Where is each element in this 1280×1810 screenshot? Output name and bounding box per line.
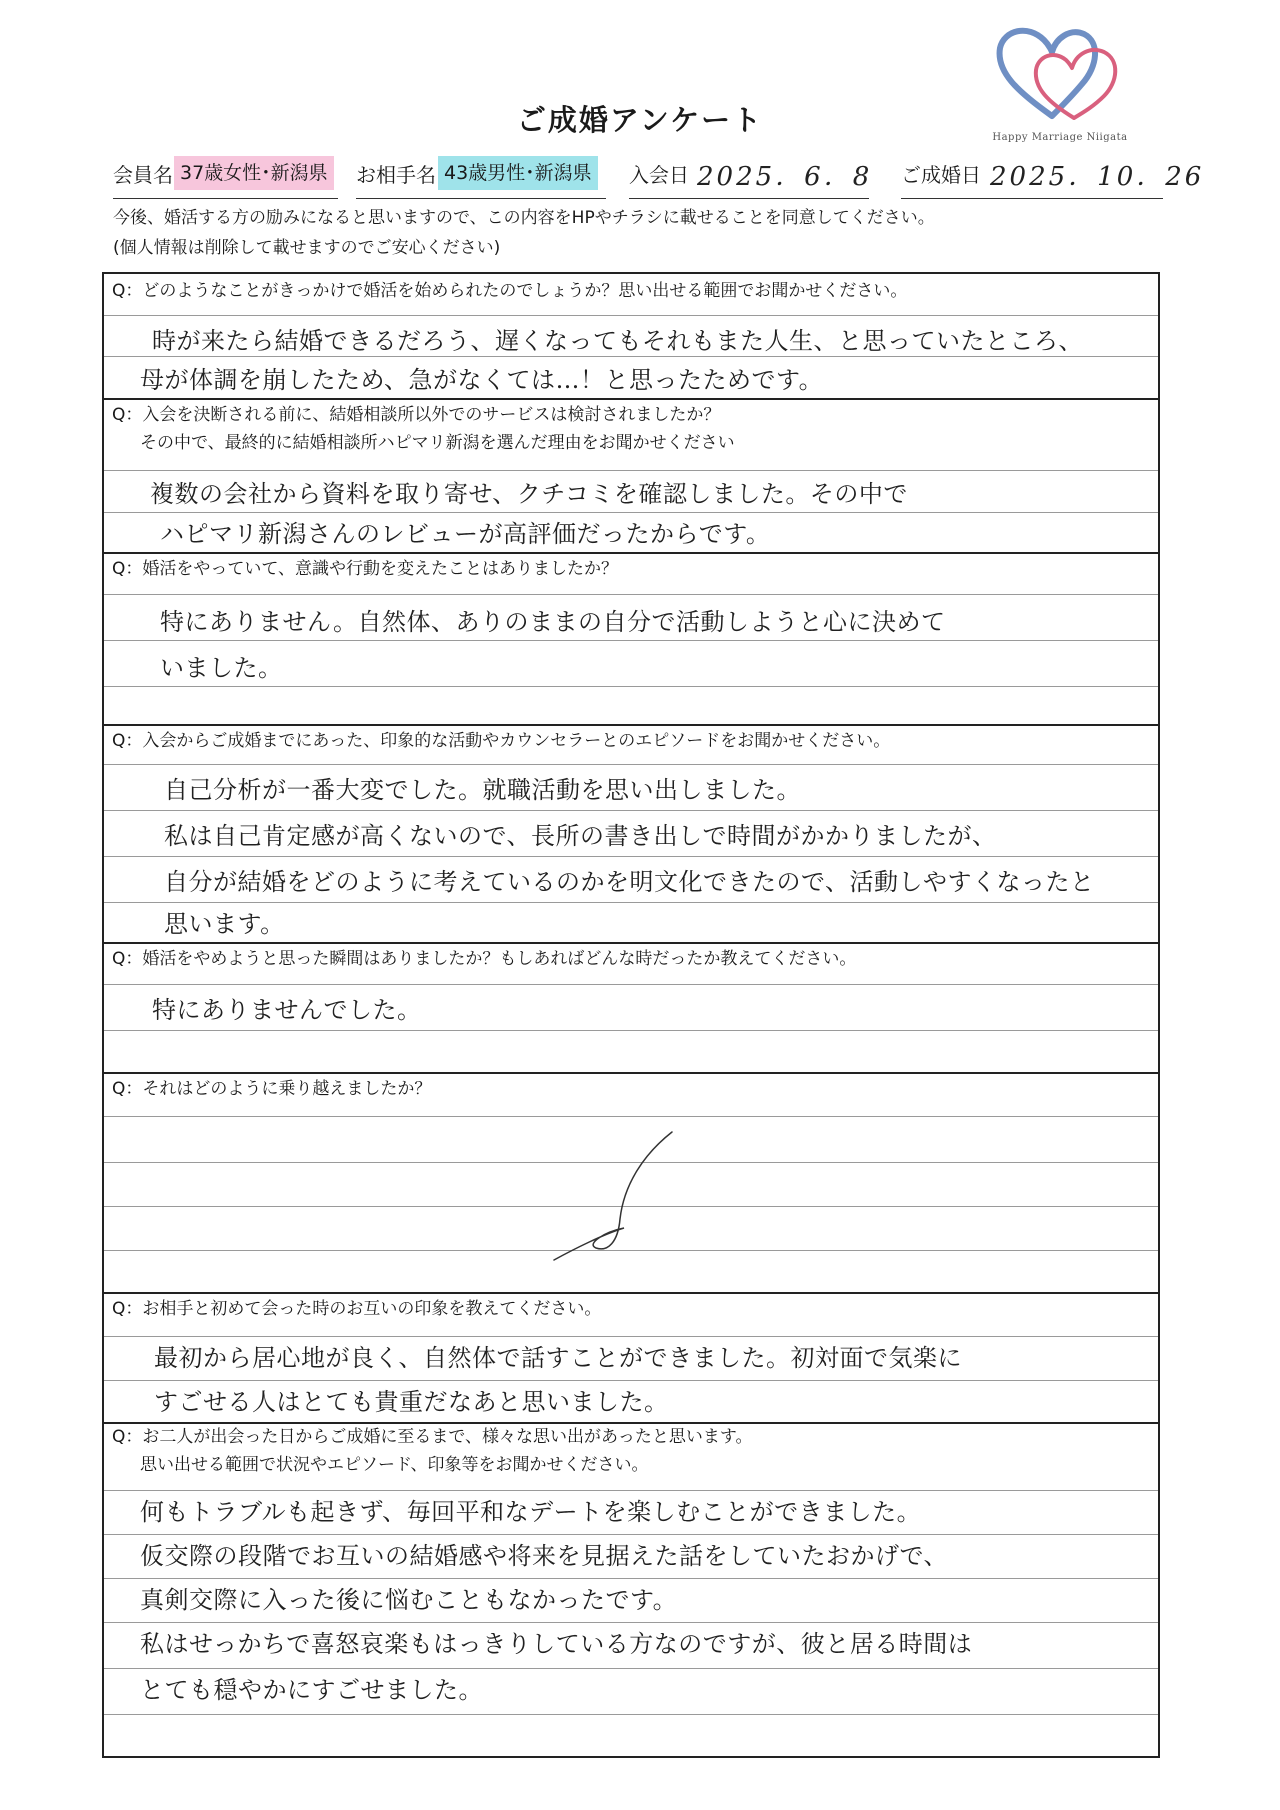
question-text: Q：婚活をやめようと思った瞬間はありましたか？もしあればどんな時だったか教えてください。 [112,949,857,969]
question-text: Q：どのようなことがきっかけで婚活を始められたのでしょうか？思い出せる範囲でお聞かせください。 [112,281,908,301]
privacy-note: (個人情報は削除して載せますのでご安心ください) [113,238,501,258]
question-text: Q：それはどのように乗り越えましたか？ [112,1079,432,1099]
answer-text: ハピマリ新潟さんのレビューが高評価だったからです。 [160,520,771,548]
answer-text: 特にありませんでした。 [152,996,422,1024]
member-name-value: 37歳女性･新潟県 [174,156,334,190]
member-name-label: 会員名 [113,163,173,187]
answer-text: 私は自己肯定感が高くないので、長所の書き出しで時間がかかりましたが、 [164,822,997,850]
answer-text: 思います。 [164,910,285,938]
answer-text: 時が来たら結婚できるだろう、遅くなってもそれもまた人生、と思っていたところ、 [152,327,1083,355]
logo-text: Happy Marriage Niigata [992,132,1128,143]
question-text: Q：婚活をやっていて、意識や行動を変えたことはありましたか？ [112,559,619,579]
questionnaire-form [102,272,1160,1758]
join-date-underline [629,198,869,199]
question-section [104,274,1158,398]
answer-text: すごせる人はとても貴重だなあと思いました。 [154,1388,669,1416]
answer-line [104,1578,1158,1579]
question-text: Q：入会からご成婚までにあった、印象的な活動やカウンセラーとのエピソードをお聞かせください。 [112,731,891,751]
answer-line [104,594,1158,595]
answer-line [104,315,1158,316]
question-text: 思い出せる範囲で状況やエピソード、印象等をお聞かせください。 [140,1455,649,1475]
question-section [104,1292,1158,1424]
answer-line [104,1534,1158,1535]
answer-text: 何もトラブルも起きず、毎回平和なデートを楽しむことができました。 [140,1498,922,1526]
answer-line [104,686,1158,687]
answer-text: 複数の会社から資料を取り寄せ、クチコミを確認しました。その中で [150,480,908,508]
answer-line [104,810,1158,811]
answer-text: 私はせっかちで喜怒哀楽もはっきりしている方なのですが、彼と居る時間は [140,1630,973,1658]
answer-line [104,856,1158,857]
question-section [104,942,1158,1074]
marriage-date-underline [901,198,1163,199]
consent-text: 今後、婚活する方の励みになると思いますので、この内容をHPやチラシに載せることを同意してください。 [113,208,935,228]
answer-line [104,1030,1158,1031]
answer-text: 自分が結婚をどのように考えているのかを明文化できたので、活動しやすくなったと [164,868,1095,896]
answer-line [104,902,1158,903]
partner-name-value: 43歳男性･新潟県 [438,156,598,190]
question-section [104,724,1158,944]
question-text: その中で、最終的に結婚相談所ハピマリ新潟を選んだ理由をお聞かせください [140,433,735,453]
answer-text: 仮交際の段階でお互いの結婚感や将来を見据えた話をしていたおかげで、 [140,1542,949,1570]
marriage-date-label: ご成婚日 [901,163,981,187]
question-section [104,398,1158,554]
answer-line [104,1714,1158,1715]
answer-text: 自己分析が一番大変でした。就職活動を思い出しました。 [164,776,801,804]
answer-text: 最初から居心地が良く、自然体で話すことができました。初対面で気楽に [154,1344,963,1372]
page-title: ご成婚アンケート [516,103,764,137]
answer-line [104,1668,1158,1669]
answer-text: 特にありません。自然体、ありのままの自分で活動しようと心に決めて [160,608,946,636]
blank-scribble-mark [524,1124,724,1264]
answer-line [104,640,1158,641]
join-date-value: 2025．6．8 [697,162,873,192]
marriage-date-value: 2025．10．26 [990,162,1205,192]
partner-name-label: お相手名 [356,163,436,187]
answer-line [104,764,1158,765]
answer-text: いました。 [160,654,283,682]
join-date-label: 入会日 [629,163,689,187]
answer-line [104,1622,1158,1623]
question-section [104,1072,1158,1294]
answer-line [104,470,1158,471]
answer-text: 母が体調を崩したため、急がなくては…！と思ったためです。 [140,366,824,394]
question-section [104,1422,1158,1758]
answer-text: とても穏やかにすごせました。 [140,1676,483,1704]
answer-line [104,1336,1158,1337]
answer-line [104,984,1158,985]
answer-line [104,1490,1158,1491]
answer-line [104,512,1158,513]
question-text: Q：お相手と初めて会った時のお互いの印象を教えてください。 [112,1299,602,1319]
question-text: Q：入会を決断される前に、結婚相談所以外でのサービスは検討されましたか？ [112,405,721,425]
member-info-row [0,160,1280,206]
answer-line [104,1116,1158,1117]
partner-name-underline [356,198,606,199]
question-section [104,552,1158,726]
answer-text: 真剣交際に入った後に悩むこともなかったです。 [140,1586,678,1614]
answer-line [104,1380,1158,1381]
member-name-underline [113,198,338,199]
question-text: Q：お二人が出会った日からご成婚に至るまで、様々な思い出があったと思います。 [112,1427,753,1447]
